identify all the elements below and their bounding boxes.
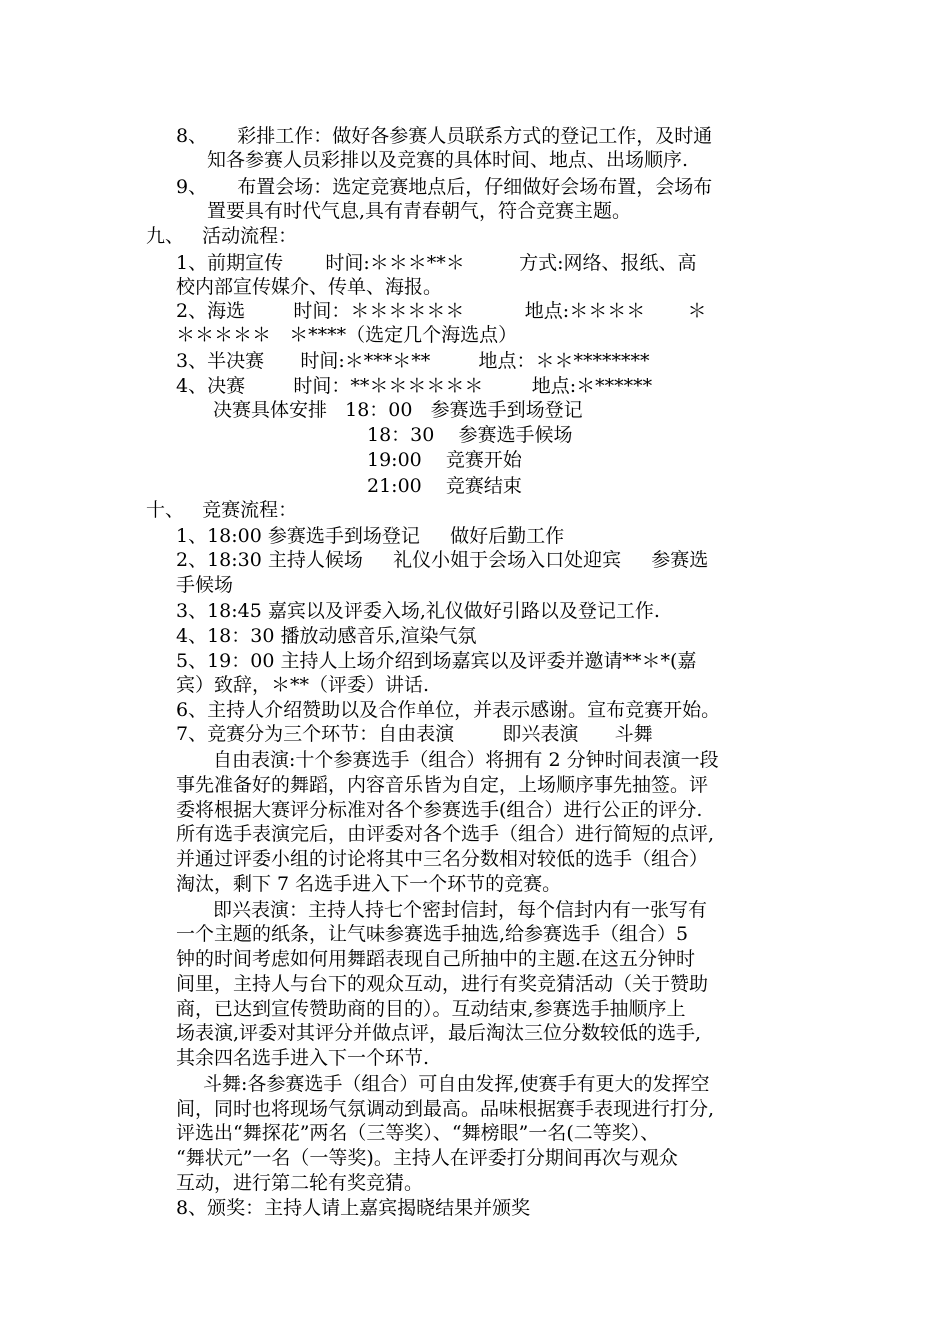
section-heading: 九、 活动流程： (146, 225, 298, 247)
text-line: 7、竞赛分为三个环节：自由表演 即兴表演 斗舞 (176, 723, 653, 745)
text-line: 19:00 竞赛开始 (367, 449, 522, 471)
text-line: ＊＊＊＊＊ ＊****（选定几个海选点） (176, 324, 518, 346)
text-line: 4、18：30 播放动感音乐,渲染气氛 (176, 625, 477, 647)
text-line: 校内部宣传媒介、传单、海报。 (176, 276, 443, 298)
text-line: 钟的时间考虑如何用舞蹈表现自己所抽中的主题.在这五分钟时 (176, 948, 696, 970)
text-line: 宾）致辞，＊**（评委）讲话. (176, 674, 430, 696)
text-line: 并通过评委小组的讨论将其中三名分数相对较低的选手（组合） (176, 848, 709, 870)
text-line: 3、半决赛 时间:＊***＊** 地点：＊＊******** (176, 350, 650, 372)
text-line: 自由表演:十个参赛选手（组合）将拥有 2 分钟时间表演一段 (213, 749, 719, 771)
text-line: 8、颁奖：主持人请上嘉宾揭晓结果并颁奖 (176, 1197, 531, 1219)
text-line: 1、前期宣传 时间:＊＊＊**＊ 方式:网络、报纸、高 (176, 252, 697, 274)
text-line: 置要具有时代气息,具有青春朝气，符合竞赛主题。 (207, 200, 632, 222)
text-line: 知各参赛人员彩排以及竞赛的具体时间、地点、出场顺序. (207, 149, 689, 171)
text-line: 21:00 竞赛结束 (367, 475, 522, 497)
text-line: 1、18:00 参赛选手到场登记 做好后勤工作 (176, 525, 565, 547)
text-line: 所有选手表演完后，由评委对各个选手（组合）进行简短的点评, (176, 823, 715, 845)
text-line: 2、18:30 主持人候场 礼仪小姐于会场入口处迎宾 参赛选 (176, 549, 709, 571)
text-line: 场表演,评委对其评分并做点评，最后淘汰三位分数较低的选手, (176, 1022, 702, 1044)
text-line: 淘汰，剩下 7 名选手进入下一个环节的竞赛。 (176, 873, 562, 895)
text-line: 3、18:45 嘉宾以及评委入场,礼仪做好引路以及登记工作. (176, 600, 660, 622)
text-line: 商，已达到宣传赞助商的目的）。互动结束,参赛选手抽顺序上 (176, 998, 686, 1020)
text-line: 6、主持人介绍赞助以及合作单位，并表示感谢。宣布竞赛开始。 (176, 699, 721, 721)
text-line: 斗舞:各参赛选手（组合）可自由发挥,使赛手有更大的发挥空 (203, 1073, 710, 1095)
text-line: 间，同时也将现场气氛调动到最高。品味根据赛手表现进行打分, (176, 1098, 715, 1120)
text-line: 8、 彩排工作：做好各参赛人员联系方式的登记工作，及时通 (176, 125, 713, 147)
text-line: 即兴表演：主持人持七个密封信封，每个信封内有一张写有 (213, 899, 708, 921)
section-heading: 十、 竞赛流程： (146, 499, 298, 521)
text-line: 评选出“舞探花”两名（三等奖）、“舞榜眼”一名(二等奖）、 (176, 1122, 660, 1144)
text-line: “舞状元”一名（一等奖)。主持人在评委打分期间再次与观众 (176, 1147, 678, 1169)
text-line: 间里，主持人与台下的观众互动，进行有奖竞猜活动（关于赞助 (176, 973, 709, 995)
text-line: 4、决赛 时间：**＊＊＊＊＊＊ 地点:＊****** (176, 375, 653, 397)
text-line: 9、 布置会场：选定竞赛地点后，仔细做好会场布置，会场布 (176, 176, 713, 198)
text-line: 其余四名选手进入下一个环节. (176, 1047, 430, 1069)
text-line: 决赛具体安排 18：00 参赛选手到场登记 (213, 399, 583, 421)
text-line: 2、海选 时间：＊＊＊＊＊＊ 地点:＊＊＊＊ ＊ (176, 300, 707, 322)
text-line: 5、19：00 主持人上场介绍到场嘉宾以及评委并邀请**＊*(嘉 (176, 650, 697, 672)
text-line: 事先准备好的舞蹈，内容音乐皆为自定，上场顺序事先抽签。评 (176, 774, 709, 796)
text-line: 委将根据大赛评分标准对各个参赛选手(组合）进行公正的评分. (176, 799, 703, 821)
text-line: 18：30 参赛选手候场 (367, 424, 573, 446)
text-line: 手候场 (176, 574, 234, 596)
text-line: 一个主题的纸条，让气味参赛选手抽选,给参赛选手（组合）5 (176, 923, 689, 945)
text-line: 互动，进行第二轮有奖竞猜。 (176, 1172, 424, 1194)
